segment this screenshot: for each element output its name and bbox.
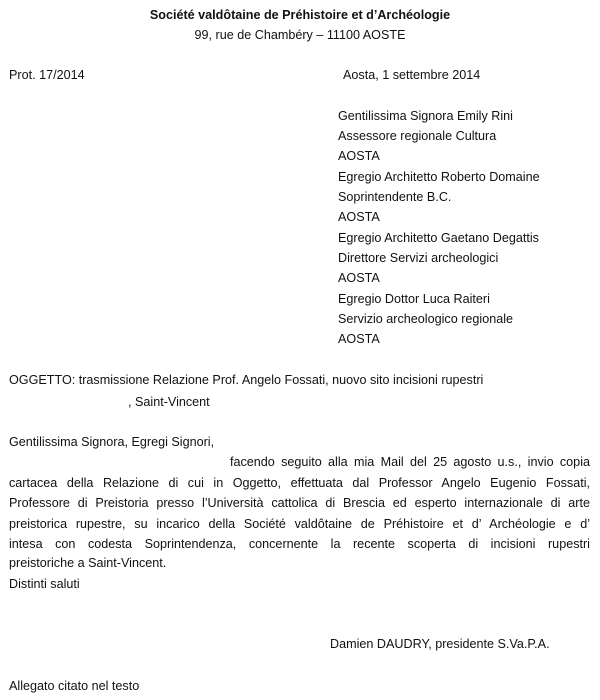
recipient-line: AOSTA: [338, 210, 380, 224]
recipient-line: AOSTA: [338, 332, 380, 346]
salutation: Gentilissima Signora, Egregi Signori,: [9, 435, 215, 449]
body-line: facendo seguito alla mia Mail del 25 agosto u.s., invio copia: [230, 455, 590, 469]
recipient-line: AOSTA: [338, 149, 380, 163]
recipient-line: Egregio Dottor Luca Raiteri: [338, 292, 490, 306]
subject-line-continuation: , Saint-Vincent: [128, 395, 210, 409]
recipient-line: Gentilissima Signora Emily Rini: [338, 109, 513, 123]
closing-greeting: Distinti saluti: [9, 577, 80, 591]
body-line: intesa con codesta Soprintendenza, concernente la recente scoperta di incisioni rupestri: [9, 537, 590, 551]
recipient-line: Direttore Servizi archeologici: [338, 251, 499, 265]
recipient-line: AOSTA: [338, 271, 380, 285]
body-line: Professore di Preistoria presso l’Università cattolica di Brescia ed esperto internazionale di arte: [9, 496, 590, 510]
body-line: preistorica rupestre, su incarico della Société valdôtaine de Préhistoire et d’ Archéologie e d’: [9, 517, 590, 531]
body-line: preistoriche a Saint-Vincent.: [9, 556, 167, 570]
recipient-line: Soprintendente B.C.: [338, 190, 452, 204]
subject-line: OGGETTO: trasmissione Relazione Prof. Angelo Fossati, nuovo sito incisioni rupestri: [9, 373, 484, 387]
body-line: cartacea della Relazione di cui in Oggetto, effettuata dal Professor Angelo Eugenio Fossati,: [9, 476, 590, 490]
recipient-line: Egregio Architetto Gaetano Degattis: [338, 231, 539, 245]
protocol-number: Prot. 17/2014: [9, 68, 85, 82]
society-name: Société valdôtaine de Préhistoire et d’Archéologie: [149, 8, 451, 22]
recipient-line: Servizio archeologico regionale: [338, 312, 514, 326]
recipient-line: Egregio Architetto Roberto Domaine: [338, 170, 540, 184]
society-address: 99, rue de Chambéry – 11100 AOSTE: [194, 28, 406, 42]
letter-date: Aosta, 1 settembre 2014: [343, 68, 481, 82]
attachment-note: Allegato citato nel testo: [9, 679, 140, 693]
signature: Damien DAUDRY, presidente S.Va.P.A.: [330, 637, 550, 651]
recipient-line: Assessore regionale Cultura: [338, 129, 497, 143]
